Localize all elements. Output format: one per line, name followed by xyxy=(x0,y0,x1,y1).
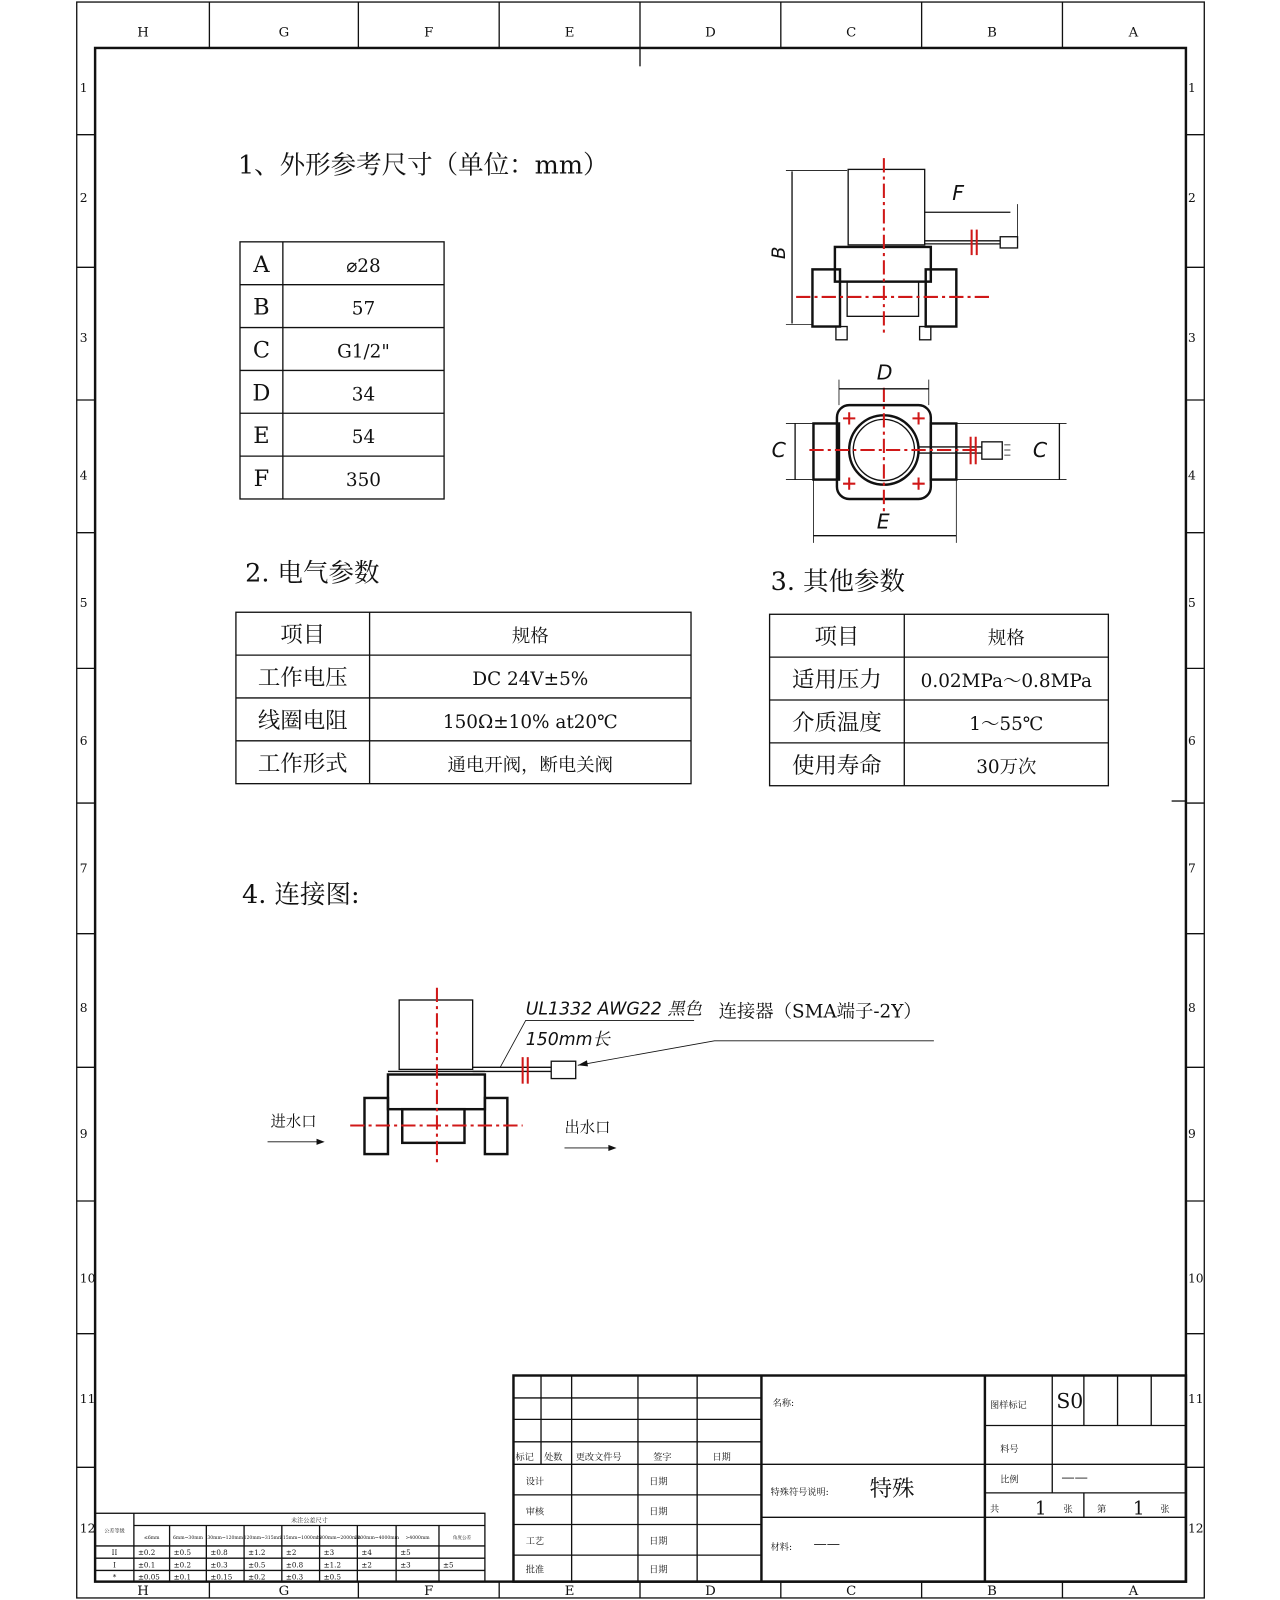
tolerance-cell: ±0.3 xyxy=(285,1572,304,1582)
dimension-label-b: B xyxy=(768,246,790,260)
dimension-row-value: 34 xyxy=(351,384,376,406)
column-label: E xyxy=(564,1583,575,1599)
tolerance-header: 315mm~1000mm xyxy=(279,1535,322,1541)
dimension-row-value: ⌀28 xyxy=(346,255,381,277)
row-label: 10 xyxy=(1187,1271,1204,1286)
tolerance-cell: ±0.8 xyxy=(285,1560,304,1570)
dimension-row-value: 57 xyxy=(351,298,376,320)
wire-spec-label: UL1332 AWG22 黑色 xyxy=(525,999,702,1020)
connector-icon xyxy=(1000,237,1017,248)
row-label: 2 xyxy=(79,191,88,206)
connection-diagram xyxy=(268,988,934,1164)
tolerance-corner-label: 公差等级 xyxy=(104,1528,125,1535)
column-label: G xyxy=(278,25,290,41)
column-label: F xyxy=(424,25,434,41)
sheet-unit: 张 xyxy=(1160,1504,1170,1516)
tolerance-cell: ±0.3 xyxy=(210,1560,228,1570)
tolerance-cell: ±1.2 xyxy=(323,1560,341,1570)
row-label: 7 xyxy=(1187,861,1196,876)
column-label: D xyxy=(705,25,716,41)
rev-header-count: 处数 xyxy=(544,1452,563,1464)
wire-length-label: 150mm长 xyxy=(525,1029,610,1050)
other-row-value: 1～55℃ xyxy=(969,713,1044,735)
tolerance-cell: ±0.8 xyxy=(210,1548,228,1558)
column-label: B xyxy=(987,1583,997,1599)
dimension-label-f: F xyxy=(952,181,964,206)
dimension-row-label: A xyxy=(253,251,270,278)
tolerance-header: 2000mm~4000mm xyxy=(354,1535,399,1541)
tolerance-cell: ±0.5 xyxy=(248,1560,266,1570)
tolerance-cell: ±4 xyxy=(361,1548,372,1558)
other-row-value: 30万次 xyxy=(976,756,1037,778)
tolerance-header: ≤6mm xyxy=(144,1535,160,1541)
rev-header-date: 日期 xyxy=(712,1452,731,1464)
column-label: E xyxy=(564,25,575,41)
column-label: A xyxy=(1128,25,1139,41)
row-label: 9 xyxy=(1187,1126,1196,1141)
row-label: 4 xyxy=(1187,468,1196,483)
tolerance-cell: ±2 xyxy=(361,1560,372,1570)
column-label: A xyxy=(1128,1583,1139,1599)
electrical-parameters-table xyxy=(236,612,691,783)
scale-value: —— xyxy=(1061,1470,1088,1486)
material-value: —— xyxy=(813,1536,840,1552)
column-label: H xyxy=(137,1583,149,1599)
top-view-drawing xyxy=(772,361,1067,543)
section1-title: 1、外形参考尺寸（单位：mm） xyxy=(237,150,609,181)
section4-title: 4. 连接图: xyxy=(242,880,360,911)
row-label: 8 xyxy=(1187,1001,1196,1016)
tolerance-header: 角度公差 xyxy=(452,1535,472,1541)
row-label: 3 xyxy=(1187,330,1196,345)
tolerance-cell: II xyxy=(111,1548,118,1558)
tolerance-cell: ±0.5 xyxy=(323,1572,341,1582)
other-row-label: 适用压力 xyxy=(792,667,882,694)
dimension-label-e: E xyxy=(876,509,890,534)
title-block xyxy=(513,1376,1185,1582)
row-label: 2 xyxy=(1187,191,1196,206)
other-row-label: 项目 xyxy=(814,624,860,651)
tolerance-cell: ±0.1 xyxy=(173,1572,191,1582)
row-label: 5 xyxy=(79,596,88,611)
row-label: 9 xyxy=(79,1126,88,1141)
connector-icon xyxy=(982,442,1002,459)
row-label: 3 xyxy=(79,330,88,345)
dimension-label-c-right: C xyxy=(1032,438,1048,463)
drawing-mark-label: 图样标记 xyxy=(990,1400,1027,1412)
date-label: 日期 xyxy=(649,1476,668,1488)
sheet-unit: 张 xyxy=(1063,1504,1073,1516)
row-label: 11 xyxy=(1187,1392,1204,1407)
tolerance-header: 6mm~30mm xyxy=(172,1535,203,1541)
connector-icon xyxy=(551,1061,575,1078)
column-label: B xyxy=(987,25,997,41)
role-process: 工艺 xyxy=(525,1535,545,1547)
row-label: 12 xyxy=(79,1521,96,1536)
row-label: 6 xyxy=(79,733,88,748)
row-label: 11 xyxy=(79,1392,96,1407)
date-label: 日期 xyxy=(649,1506,668,1518)
electrical-row-label: 项目 xyxy=(280,622,326,649)
front-view-drawing xyxy=(769,158,1018,340)
tolerance-title: 未注公差尺寸 xyxy=(291,1517,328,1525)
sheet-value: 1 xyxy=(1132,1498,1145,1520)
outlet-label: 出水口 xyxy=(564,1118,611,1137)
date-label: 日期 xyxy=(649,1564,668,1576)
row-label: 4 xyxy=(79,468,88,483)
electrical-row-value: 规格 xyxy=(511,626,549,648)
tolerance-header: 120mm~315mm xyxy=(243,1535,283,1541)
tolerance-cell: ±5 xyxy=(443,1560,454,1570)
tolerance-cell: I xyxy=(113,1560,116,1570)
tolerance-cell: ±0.2 xyxy=(248,1572,266,1582)
row-label: 12 xyxy=(1187,1521,1204,1536)
tolerance-cell: ±0.15 xyxy=(210,1572,233,1582)
dimension-row-value: 350 xyxy=(345,470,382,492)
electrical-row-value: 150Ω±10% at20℃ xyxy=(442,711,618,733)
tolerance-cell: ±2 xyxy=(285,1548,297,1558)
electrical-row-value: 通电开阀，断电关阀 xyxy=(447,754,614,776)
tolerance-header: 30mm~120mm xyxy=(207,1535,244,1541)
total-value: 1 xyxy=(1034,1498,1047,1520)
dimension-row-label: D xyxy=(252,380,271,407)
row-label: 5 xyxy=(1187,596,1196,611)
dimension-table xyxy=(240,242,444,499)
other-row-value: 0.02MPa～0.8MPa xyxy=(920,671,1092,693)
rev-header-mark: 标记 xyxy=(515,1452,534,1464)
row-label: 6 xyxy=(1187,733,1196,748)
part-no-label: 料号 xyxy=(1000,1444,1019,1456)
column-label: H xyxy=(137,25,149,41)
electrical-row-label: 线圈电阻 xyxy=(257,707,348,734)
tolerance-cell: ±0.1 xyxy=(137,1560,156,1570)
row-label: 1 xyxy=(79,80,88,95)
connector-label: 连接器（SMA端子-2Y） xyxy=(718,1001,922,1023)
total-label: 共 xyxy=(990,1504,1000,1516)
tolerance-table xyxy=(95,1513,485,1581)
tolerance-cell: ±5 xyxy=(400,1548,411,1558)
electrical-row-label: 工作形式 xyxy=(257,750,348,777)
date-label: 日期 xyxy=(649,1535,668,1547)
role-approve: 批准 xyxy=(525,1564,545,1576)
dimension-label-d: D xyxy=(876,360,893,385)
column-label: D xyxy=(705,1583,716,1599)
sheet-label: 第 xyxy=(1097,1504,1107,1516)
material-label: 材料: xyxy=(770,1542,793,1554)
rev-header-sign: 签字 xyxy=(653,1452,672,1464)
dimension-row-label: B xyxy=(253,294,270,321)
tolerance-cell: ±0.5 xyxy=(173,1548,191,1558)
tolerance-header: >4000mm xyxy=(405,1535,430,1541)
tolerance-header: 1000mm~2000mm xyxy=(316,1535,361,1541)
section3-title: 3. 其他参数 xyxy=(770,566,906,597)
tolerance-cell: ±0.2 xyxy=(173,1560,191,1570)
dimension-row-label: C xyxy=(252,337,271,364)
tolerance-cell: ±3 xyxy=(323,1548,335,1558)
drawing-mark-value: S0 xyxy=(1056,1389,1084,1414)
row-label: 10 xyxy=(79,1271,96,1286)
column-label: G xyxy=(278,1583,290,1599)
role-review: 审核 xyxy=(525,1506,545,1518)
dimension-row-value: G1/2" xyxy=(337,341,390,363)
row-label: 8 xyxy=(79,1001,88,1016)
electrical-row-label: 工作电压 xyxy=(257,665,348,692)
tolerance-cell: ±0.2 xyxy=(137,1548,156,1558)
section2-title: 2. 电气参数 xyxy=(245,558,380,589)
special-label: 特殊符号说明: xyxy=(770,1486,829,1498)
dimension-label-c-left: C xyxy=(771,438,786,463)
electrical-row-value: DC 24V±5% xyxy=(472,669,589,691)
dimension-row-value: 54 xyxy=(351,427,376,449)
other-parameters-table xyxy=(770,614,1109,785)
rev-header-doc-no: 更改文件号 xyxy=(575,1452,622,1464)
tolerance-cell: * xyxy=(112,1572,117,1582)
other-row-label: 介质温度 xyxy=(792,709,882,736)
dimension-row-label: E xyxy=(253,423,270,450)
scale-label: 比例 xyxy=(1000,1474,1019,1486)
name-label: 名称: xyxy=(772,1398,795,1410)
row-label: 1 xyxy=(1187,80,1196,95)
tolerance-cell: ±1.2 xyxy=(248,1548,266,1558)
special-value: 特殊 xyxy=(869,1475,915,1502)
row-label: 7 xyxy=(79,861,88,876)
column-label: C xyxy=(846,25,857,41)
tolerance-cell: ±0.05 xyxy=(137,1572,160,1582)
dimension-row-label: F xyxy=(253,466,270,493)
inlet-label: 进水口 xyxy=(270,1112,317,1131)
column-label: F xyxy=(424,1583,434,1599)
tolerance-cell: ±3 xyxy=(400,1560,411,1570)
column-label: C xyxy=(846,1583,857,1599)
role-design: 设计 xyxy=(525,1476,545,1488)
other-row-value: 规格 xyxy=(987,628,1025,650)
other-row-label: 使用寿命 xyxy=(792,752,882,779)
